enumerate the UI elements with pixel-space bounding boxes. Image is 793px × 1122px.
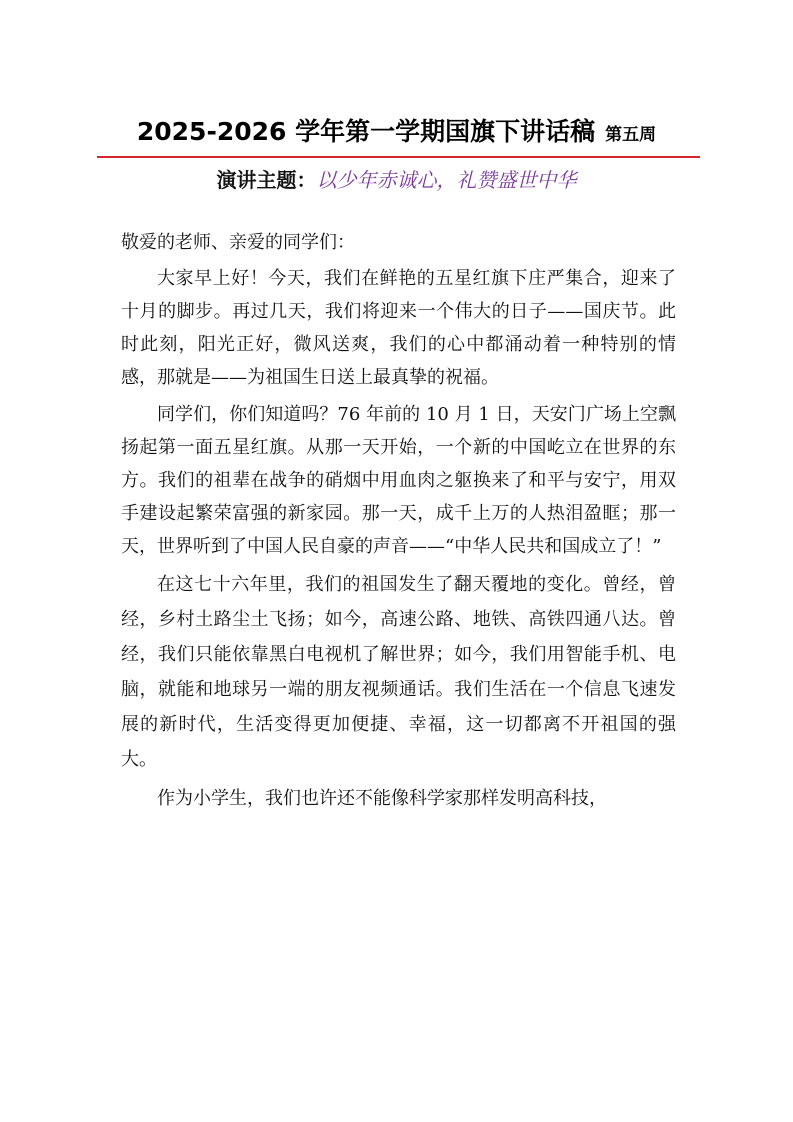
speech-body (121, 226, 676, 820)
week-label: 第五周 (605, 125, 657, 145)
speech-subject (0, 164, 793, 193)
document-title: 2025-2026 学年第一学期国旗下讲话稿 (136, 117, 596, 146)
greeting: 敬爱的老师、亲爱的同学们： (121, 232, 355, 253)
paragraph-2: 同学们，你们知道吗？76 年前的 10 月 1 日，天安门广场上空飘扬起第一面五星红旗。从那一天开始，一个新的中国屹立在世界的东方。我们的祖辈在战争的硝烟中用血肉之躯换来了和平与安宁，用双手建设起繁荣富强的新家园。那一天，成千上万的人热泪盈眶；那一天，世界听到了中国人民自豪的声音——“中华人民共和国成立了！” (121, 404, 676, 557)
paragraph-1: 大家早上好！今天，我们在鲜艳的五星红旗下庄严集合，迎来了十月的脚步。再过几天，我们将迎来一个伟大的日子——国庆节。此时此刻，阳光正好，微风送爽，我们的心中都涌动着一种特别的情感，那就是——为祖国生日送上最真挚的祝福。 (121, 268, 676, 388)
subject-text: 以少年赤诚心，礼赞盛世中华 (316, 168, 577, 192)
paragraph-4: 作为小学生，我们也许还不能像科学家那样发明高科技， (157, 788, 607, 809)
paragraph-3: 在这七十六年里，我们的祖国发生了翻天覆地的变化。曾经，曾经，乡村土路尘土飞扬；如今，高速公路、地铁、高铁四通八达。曾经，我们只能依靠黑白电视机了解世界；如今，我们用智能手机、电脑，就能和地球另一端的朋友视频通话。我们生活在一个信息飞速发展的新时代，生活变得更加便捷、幸福，这一切都离不开祖国的强大。 (121, 574, 676, 770)
title-row (0, 112, 793, 148)
title-divider (97, 156, 700, 158)
subject-label: 演讲主题： (216, 168, 317, 192)
